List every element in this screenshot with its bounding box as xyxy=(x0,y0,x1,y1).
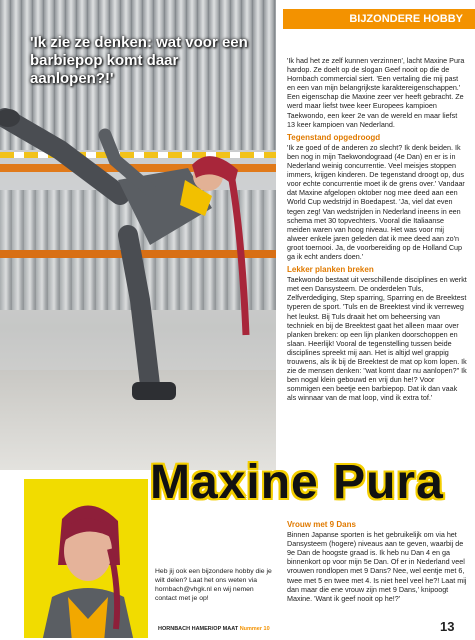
subheading-planken: Lekker planken breken xyxy=(287,265,374,275)
footer-brand: HORNBACH HAMER/OP MAAT xyxy=(158,626,239,632)
footer-issue: Nummer 10 xyxy=(239,626,270,632)
footer xyxy=(158,626,270,632)
portrait-photo xyxy=(22,477,150,640)
article-column-bottom xyxy=(287,520,467,603)
athlete-name: Maxine Pura xyxy=(150,456,444,509)
subheading-dans: Vrouw met 9 Dans xyxy=(287,520,356,529)
hero-photo xyxy=(0,0,276,470)
section-tag: BIJZONDERE HOBBY xyxy=(283,9,475,29)
paragraph-tegenstand: 'Ik ze goed of de anderen zo slecht? Ik denk beiden. Ik ben nog in mijn Taekwondograad (4e Dan) en er is in Nederland weinig concurrentie. Veel meisjes stoppen immers, krijgen kinderen. De tegenstand droogt op, dus voor echte concurrentie moet ik de grens over.' Vandaar dat Maxine afgelopen oktober nog mee deed aan een World Cup wedstrijd in Boedapest. 'Ja, viel dat even tegen zeg! Van wedstrijden in Nederland ineens in een schema met 30 topvechters. Vooral die Italiaanse meiden waren van hoog niveau. Het was voor mij alweer enkele jaren geleden dat ik mee deed aan zo'n groot toernooi. Ja, de voorbereiding op de Holland Cup ga ik echt anders doen.' xyxy=(287,142,465,261)
subheading-tegenstand: Tegenstand opgedroogd xyxy=(287,132,381,142)
portrait-figure xyxy=(24,479,150,640)
paragraph-dans: Binnen Japanse sporten is het gebruikelijk om via het Dansysteem (hogere) niveaus aan te geven, waarbij de 9e Dan de hoogste graad is. Ik heb nu Dan 4 en ga binnenkort op voor mijn 5e Dan. Of er in Nederland veel vrouwen rondlopen met 9 Dans? Nee, wel eentje met 6, twee met 5 en twee met 4. Is niet heel veel he?! Laat mij dan maar die ene vrouw zijn met 9 Dans,' knipoogt Maxine. 'Want ik geef nooit op he!?' xyxy=(287,530,467,603)
page-number: 13 xyxy=(440,619,455,634)
contact-callout: Heb jij ook een bijzondere hobby die je wilt delen? Laat het ons weten via hornbach@vhgk.nl en wij nemen contact met je op! xyxy=(155,568,272,602)
intro-paragraph: 'Ik had het ze zelf kunnen verzinnen', lacht Maxine Pura hardop. Ze doelt op de slogan Geef nooit op die de Hornbach commercial siert. 'Een vertaling die mij past en een van mijn belangrijkste karaktereigenschappen.' Een eigenschap die Maxine zeer ver heeft gebracht. Ze werd maar liefst twee keer Europees kampioen Taekwondo, een keer 2e van de wereld en maar liefst 13 keer kampioen van Nederland. xyxy=(287,56,465,129)
pull-quote: 'Ik zie ze denken: wat voor een barbiepop komt daar aanlopen?!' xyxy=(30,34,248,87)
paragraph-planken: Taekwondo bestaat uit verschillende disciplines en werkt met een Dansysteem. De onderdelen Tuls, Zelfverdediging, Step sparring, Sparring en de Breektest typeren de sport. 'Tuls en de Breektest vind ik verreweg het leukst. Bij Tuls draait het om beheersing van techniek en bij de Breektest gaat het alleen maar over planken breken: op een lijn planken doorschoppen en slaan. Heerlijk! Vooral de tegenstelling tussen beide disciplines spreekt mij aan. Het is altijd wel grappig trouwens, als ik bij de Breektest de mat op kom lopen. Ik zie de mensen denken: "wat komt daar nu aanlopen?" Ik ben nogal klein gebouwd en vrij dun he!? Voor sommigen een beetje een barbiepop. Dat ik dan vaak als winnaar van de mat loop, vind ik extra tof.' xyxy=(287,275,467,403)
article-column xyxy=(287,56,467,406)
